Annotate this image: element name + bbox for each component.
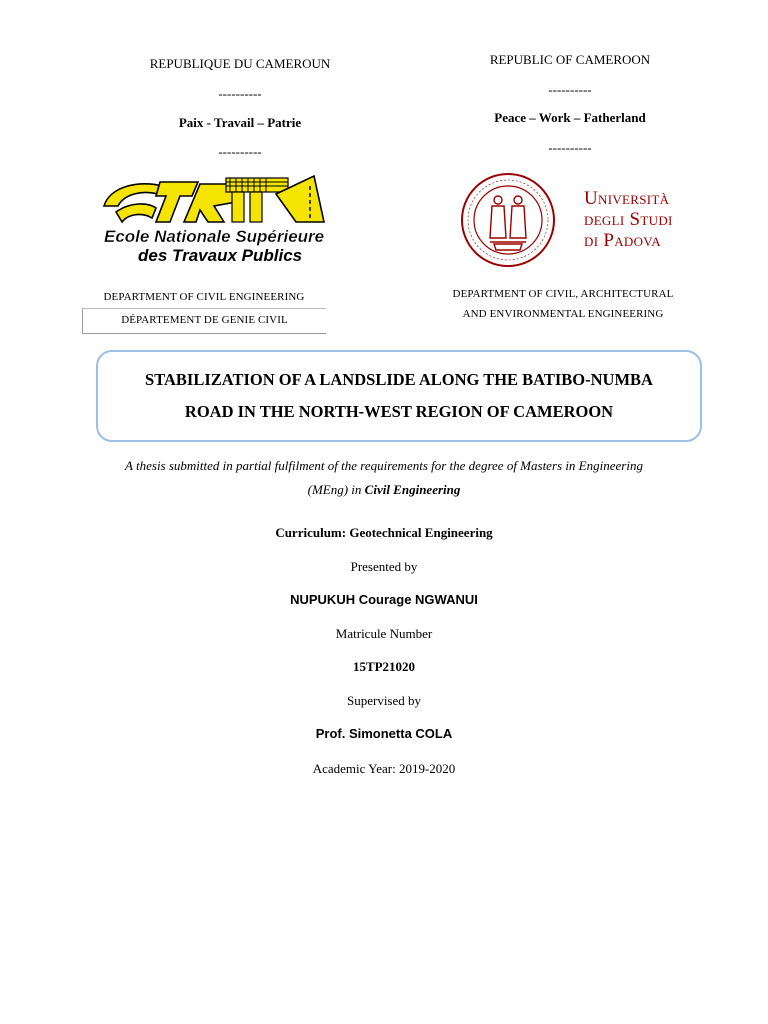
curriculum: Curriculum: Geotechnical Engineering — [275, 525, 493, 540]
right-motto: Peace – Work – Fatherland — [494, 110, 646, 125]
left-dept-line1: DEPARTMENT OF CIVIL ENGINEERING — [103, 291, 305, 303]
left-separator-1: ---------- — [218, 86, 262, 101]
academic-year: Academic Year: 2019-2020 — [312, 761, 456, 776]
thesis-title-line1: STABILIZATION OF A LANDSLIDE ALONG THE BATIBO-NUMBA — [145, 370, 653, 389]
right-separator-1: ---------- — [548, 82, 592, 97]
left-country: REPUBLIQUE DU CAMEROUN — [149, 56, 331, 71]
right-country: REPUBLIC OF CAMEROON — [489, 52, 651, 67]
supervisor-name: Prof. Simonetta COLA — [315, 726, 453, 741]
enstp-logo-text-1: Ecole Nationale Supérieure — [104, 227, 325, 246]
padova-logo-line2: degli Studi — [584, 209, 673, 230]
thesis-title-box — [96, 350, 702, 442]
supervised-by-label: Supervised by — [346, 693, 422, 708]
presented-by-label: Presented by — [350, 559, 418, 574]
thesis-statement-line2 — [0, 482, 768, 498]
padova-logo — [460, 172, 700, 270]
matricule-label: Matricule Number — [335, 626, 433, 641]
thesis-title-line2: ROAD IN THE NORTH-WEST REGION OF CAMEROON — [184, 402, 614, 421]
enstp-logo — [100, 172, 328, 266]
padova-logo-line1: Università — [584, 188, 670, 209]
enstp-logo-text-2: des Travaux Publics — [138, 246, 303, 265]
enstp-logo-graphic — [100, 172, 328, 266]
thesis-field: Civil Engineering — [364, 482, 461, 497]
padova-logo-line3: di Padova — [584, 230, 661, 251]
thesis-degree: (MEng) in — [307, 482, 365, 497]
left-dept-line2: DÉPARTEMENT DE GENIE CIVIL — [121, 314, 288, 326]
left-dept-box — [82, 308, 326, 334]
right-dept-line2: AND ENVIRONMENTAL ENGINEERING — [462, 308, 664, 320]
left-motto: Paix - Travail – Patrie — [178, 115, 302, 130]
right-separator-2: ---------- — [548, 140, 592, 155]
author-name: NUPUKUH Courage NGWANUI — [290, 592, 478, 607]
matricule-number: 15TP21020 — [352, 659, 416, 674]
right-dept-line1: DEPARTMENT OF CIVIL, ARCHITECTURAL — [452, 288, 674, 300]
left-separator-2: ---------- — [218, 144, 262, 159]
thesis-statement-line1: A thesis submitted in partial fulfilment of the requirements for the degree of Masters in Engineering — [125, 458, 643, 473]
